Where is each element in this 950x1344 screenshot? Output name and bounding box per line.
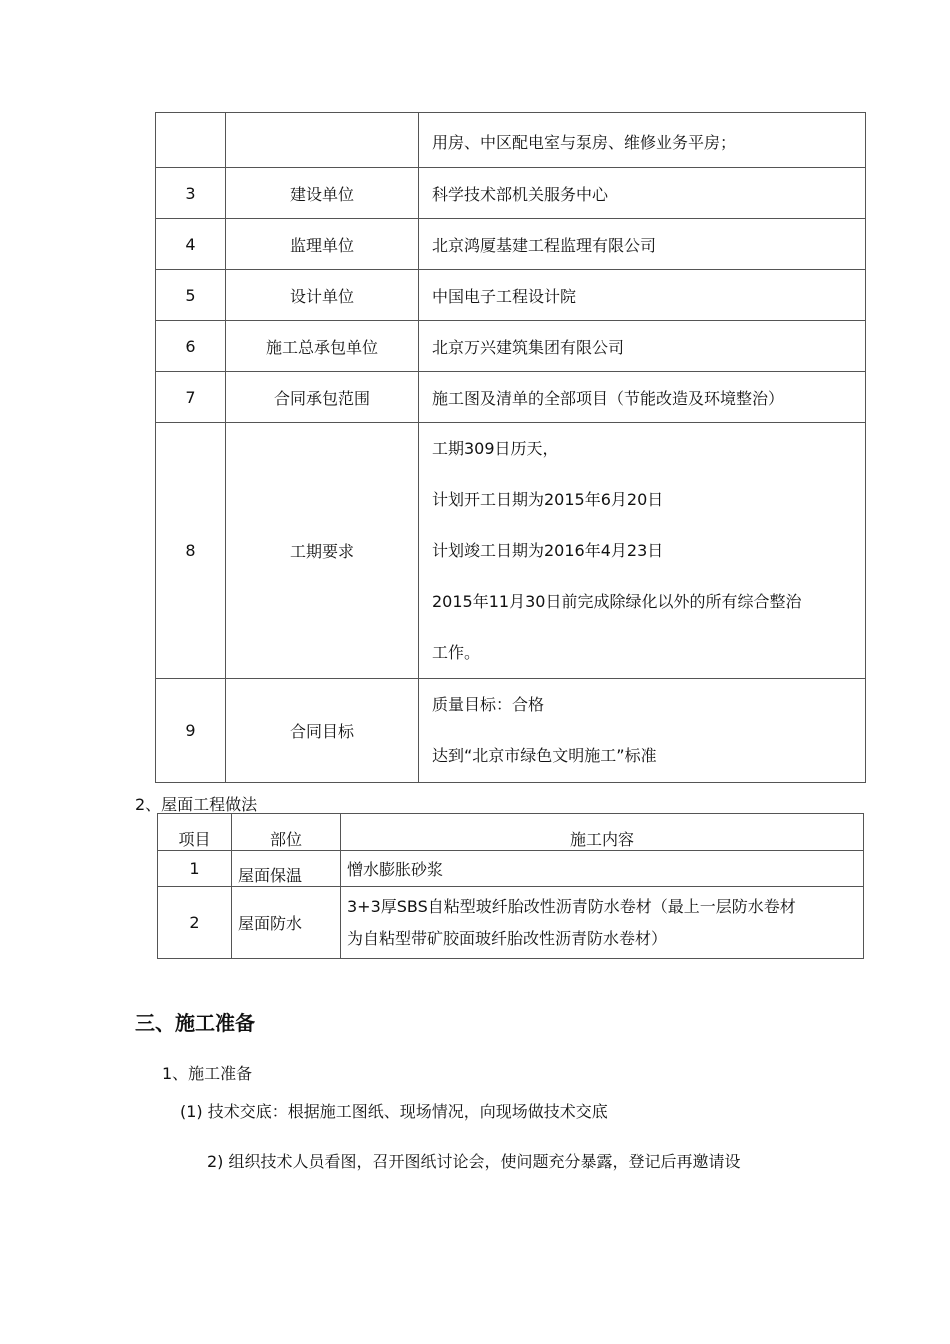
content-line: 为自粘型带矿胶面玻纤胎改性沥青防水卷材）: [347, 928, 668, 948]
row-content: [419, 113, 866, 168]
section-3-heading: 三、施工准备: [135, 1011, 255, 1035]
content-line: 用房、中区配电室与泵房、维修业务平房；: [432, 133, 737, 152]
content-line: 质量目标：合格: [432, 695, 545, 714]
table-row: [158, 887, 864, 959]
header-item: 项目: [158, 814, 232, 851]
row-item: 合同目标: [226, 679, 419, 783]
prep-item-2: 2) 组织技术人员看图，召开图纸讨论会，使问题充分暴露，登记后再邀请设: [207, 1152, 741, 1171]
row-number: 8: [156, 423, 226, 679]
row-content: [419, 423, 866, 679]
row-number: 6: [156, 321, 226, 372]
row-number: 3: [156, 168, 226, 219]
content-line: 2015年11月30日前完成除绿化以外的所有综合整治: [432, 592, 802, 611]
row-content: [341, 887, 864, 959]
content-line: 中国电子工程设计院: [432, 286, 577, 306]
row-content: [419, 321, 866, 372]
header-content: 施工内容: [341, 814, 864, 851]
table-row: [156, 321, 866, 372]
row-content: [419, 270, 866, 321]
row-item: 工期要求: [226, 423, 419, 679]
row-number: 9: [156, 679, 226, 783]
content-line: 北京万兴建筑集团有限公司: [432, 337, 625, 357]
row-content: [419, 372, 866, 423]
row-content: [341, 851, 864, 887]
table-row: [158, 851, 864, 887]
row-item: [226, 113, 419, 168]
prep-item-1: (1) 技术交底：根据施工图纸、现场情况，向现场做技术交底: [180, 1102, 608, 1121]
content-line: 计划竣工日期为2016年4月23日: [432, 541, 664, 560]
header-part: 部位: [232, 814, 341, 851]
row-content: [419, 679, 866, 783]
row-number: 7: [156, 372, 226, 423]
table-row: [156, 270, 866, 321]
content-line: 北京鸿厦基建工程监理有限公司: [432, 235, 657, 255]
row-item: 施工总承包单位: [226, 321, 419, 372]
table-row: [156, 168, 866, 219]
row-item: 建设单位: [226, 168, 419, 219]
content-line: 达到“北京市绿色文明施工”标准: [432, 746, 657, 765]
table-row: [156, 372, 866, 423]
row-part: 屋面保温: [232, 851, 341, 887]
project-info-table: [155, 112, 866, 783]
content-line: 3+3厚SBS自粘型玻纤胎改性沥青防水卷材（最上一层防水卷材: [347, 896, 796, 916]
roof-method-table: [157, 813, 864, 959]
content-line: 憎水膨胀砂浆: [347, 860, 444, 879]
row-item: 设计单位: [226, 270, 419, 321]
row-number: [156, 113, 226, 168]
table-row: [156, 219, 866, 270]
row-part: 屋面防水: [232, 887, 341, 959]
content-line: 施工图及清单的全部项目（节能改造及环境整治）: [432, 388, 785, 408]
table-row: [156, 113, 866, 168]
content-line: 科学技术部机关服务中心: [432, 184, 609, 204]
row-item: 监理单位: [226, 219, 419, 270]
subsection-title: 1、施工准备: [162, 1064, 253, 1083]
row-item: 合同承包范围: [226, 372, 419, 423]
row-number: 1: [158, 851, 232, 887]
row-content: [419, 219, 866, 270]
row-content: [419, 168, 866, 219]
row-number: 2: [158, 887, 232, 959]
table-row: [156, 423, 866, 679]
row-number: 4: [156, 219, 226, 270]
section-2-title: 2、屋面工程做法: [135, 795, 258, 814]
row-number: 5: [156, 270, 226, 321]
table-row: [156, 679, 866, 783]
content-line: 工期309日历天，: [432, 439, 559, 458]
content-line: 工作。: [432, 643, 481, 662]
content-line: 计划开工日期为2015年6月20日: [432, 490, 664, 509]
